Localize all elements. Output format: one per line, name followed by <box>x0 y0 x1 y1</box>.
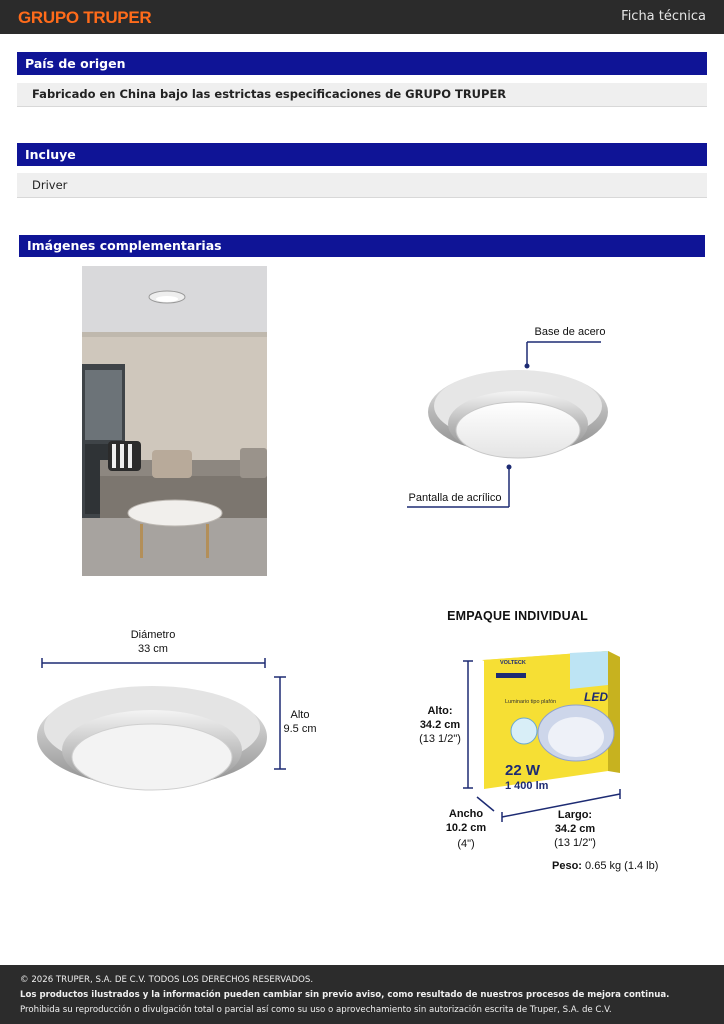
section-heading-origin: País de origen <box>17 52 707 75</box>
weight-value: 0.65 kg (1.4 lb) <box>585 860 659 872</box>
height-value: 9.5 cm <box>283 723 317 735</box>
ancho-in: (4") <box>457 838 475 850</box>
footer <box>0 965 724 1024</box>
brand-logo: GRUPO TRUPER <box>18 8 152 27</box>
package-box <box>460 645 635 825</box>
section-heading-includes: Incluye <box>17 143 707 166</box>
section-heading-images: Imágenes complementarias <box>19 235 705 257</box>
package-title: EMPAQUE INDIVIDUAL <box>447 609 588 623</box>
box-brand: VOLTECK <box>500 660 526 666</box>
section-value-includes: Driver <box>17 173 707 198</box>
ancho-cm: 10.2 cm <box>445 822 487 834</box>
lamp-dimensions-view <box>34 652 294 822</box>
alto-cm: 34.2 cm <box>419 719 461 731</box>
section-value-origin: Fabricado en China bajo las estrictas especificaciones de GRUPO TRUPER <box>17 83 707 107</box>
callout-acrylic-screen: Pantalla de acrílico <box>408 492 502 504</box>
largo-cm: 34.2 cm <box>554 823 596 835</box>
page-title: Ficha técnica <box>621 9 706 24</box>
box-watts: 22 W <box>505 762 541 779</box>
box-subtitle: Luminario tipo plafón <box>505 699 557 705</box>
ancho-label: Ancho <box>448 808 484 820</box>
footer-notice: Los productos ilustrados y la información pueden cambiar sin previo aviso, como resultado de nuestros procesos de mejora continua. <box>20 990 670 1000</box>
footer-copyright: © 2026 TRUPER, S.A. DE C.V. TODOS LOS DERECHOS RESERVADOS. <box>20 975 314 985</box>
box-led: LED <box>584 690 608 704</box>
footer-prohibition: Prohibida su reproducción o divulgación total o parcial así como su uso o aprovechamiento sin autorización escrita de Truper, S.A. de C.V. <box>20 1005 612 1015</box>
alto-label: Alto: <box>427 705 453 717</box>
alto-in: (13 1/2") <box>419 733 461 745</box>
largo-in: (13 1/2") <box>554 837 596 849</box>
weight-label: Peso: <box>552 860 582 872</box>
diameter-value: 33 cm <box>138 643 168 655</box>
weight-row <box>552 859 672 873</box>
diameter-label: Diámetro <box>130 629 176 641</box>
box-lumens: 1 400 lm <box>505 780 549 792</box>
height-label: Alto <box>290 709 310 721</box>
callout-steel-base: Base de acero <box>534 326 606 338</box>
largo-label: Largo: <box>557 809 593 821</box>
room-photo <box>82 266 267 576</box>
lamp-exploded-view <box>400 320 625 515</box>
top-bar <box>0 0 724 34</box>
